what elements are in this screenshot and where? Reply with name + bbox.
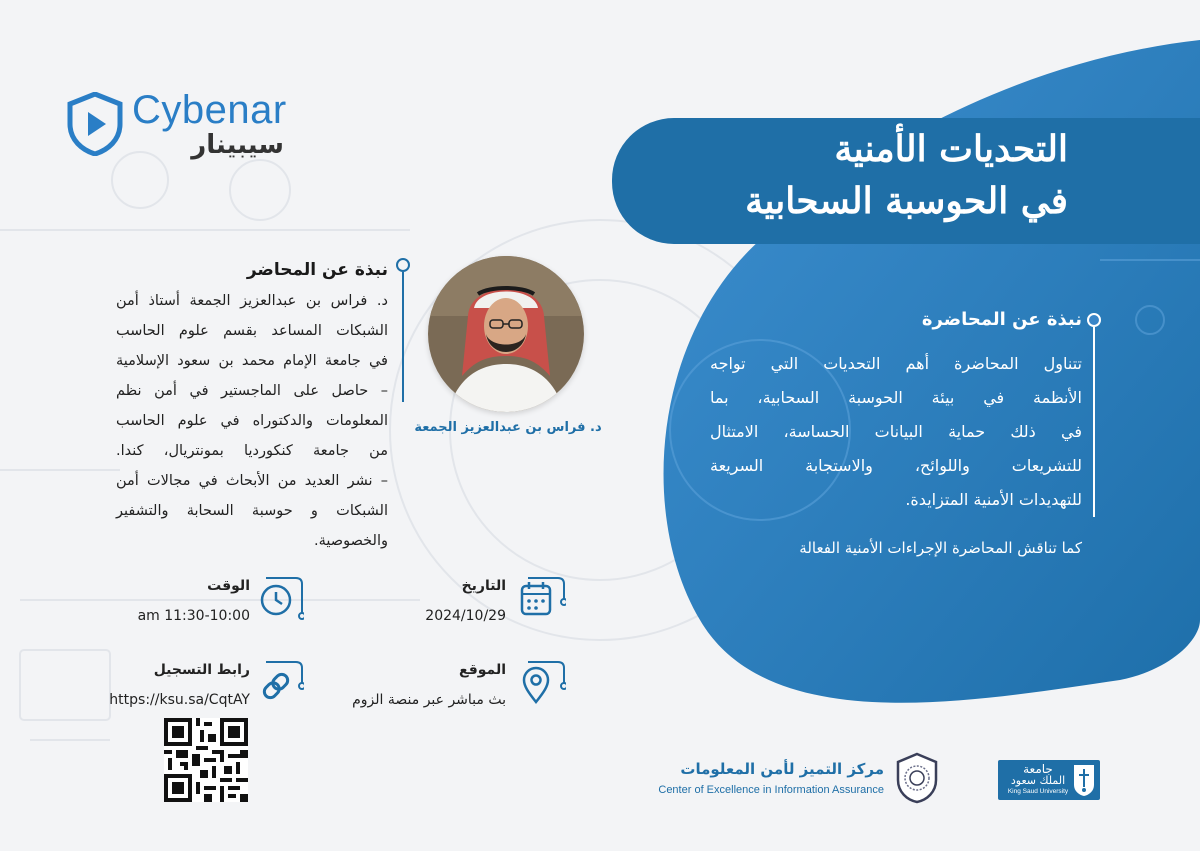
speaker-photo	[428, 256, 584, 412]
registration-link[interactable]: https://ksu.sa/CqtAY	[109, 692, 250, 708]
abstract-line: للتهديدات الأمنية المتزايدة.	[905, 490, 1082, 509]
date-value: 2024/10/29	[425, 608, 506, 624]
abstract-line: في ذلك حماية البيانات الحساسة، الامتثال	[710, 422, 1082, 441]
registration-label: رابط التسجيل	[153, 662, 250, 678]
ksu-name-ar-line2: الملك سعود	[1010, 774, 1066, 787]
bio-dot	[396, 258, 410, 272]
abstract-connector	[1093, 327, 1095, 517]
bio-line: في جامعة الإمام محمد بن سعود الإسلامية	[116, 353, 388, 369]
bio-line: المعلومات والدكتوراه في علوم الحاسب	[116, 413, 388, 429]
coe-seal-icon	[894, 752, 940, 804]
shield-play-icon	[66, 92, 124, 156]
brand-name-ar: سيبينار	[191, 130, 284, 160]
bio-line: من جامعة كنكورديا بمونتريال، كندا.	[116, 443, 388, 459]
coe-name-en: Center of Excellence in Information Assurance	[658, 784, 884, 796]
link-icon	[256, 658, 304, 706]
bio-heading: نبذة عن المحاضر	[246, 260, 388, 280]
location-pin-icon	[518, 658, 566, 706]
abstract-closing: كما تناقش المحاضرة الإجراءات الأمنية الفعالة	[799, 539, 1082, 557]
qr-code-icon[interactable]	[164, 718, 248, 802]
abstract-line: الأنظمة في بيئة الحوسبة السحابية، بما	[710, 388, 1082, 407]
coe-name-ar: مركز التميز لأمن المعلومات	[680, 760, 884, 778]
abstract-line: للتشريعات واللوائح، والاستجابة السريعة	[710, 456, 1082, 475]
bio-line: والخصوصية.	[314, 533, 388, 549]
time-label: الوقت	[207, 578, 250, 594]
clock-icon	[256, 574, 304, 622]
title-line-1: التحديات الأمنية	[834, 128, 1068, 170]
location-value: بث مباشر عبر منصة الزوم	[352, 692, 506, 708]
location-label: الموقع	[459, 662, 506, 678]
bio-line: الشبكات و حوسبة السحابة والتشفير	[116, 503, 388, 519]
ksu-name-ar-line1: جامعة	[1023, 762, 1053, 776]
date-label: التاريخ	[461, 578, 506, 594]
bio-line: – نشر العديد من الأبحاث في مجالات أمن	[116, 473, 388, 489]
ksu-emblem-icon	[1072, 763, 1096, 797]
bio-connector	[402, 272, 404, 402]
calendar-icon	[518, 574, 566, 622]
abstract-heading: نبذة عن المحاضرة	[921, 309, 1082, 330]
bio-line: الشبكات المساعد بقسم علوم الحاسب	[116, 323, 388, 339]
speaker-name: د. فراس بن عبدالعزيز الجمعة	[414, 420, 602, 435]
abstract-line: تتناول المحاضرة أهم التحديات التي تواجه	[710, 354, 1082, 373]
brand-name-en: Cybenar	[132, 88, 287, 132]
time-value: am 11:30-10:00	[137, 608, 250, 624]
ksu-name-en: King Saud University	[1007, 788, 1069, 795]
title-line-2: في الحوسبة السحابية	[745, 180, 1068, 222]
bio-line: د. فراس بن عبدالعزيز الجمعة أستاذ أمن	[116, 293, 388, 309]
bio-line: – حاصل على الماجستير في أمن نظم	[116, 383, 388, 399]
abstract-dot	[1087, 313, 1101, 327]
